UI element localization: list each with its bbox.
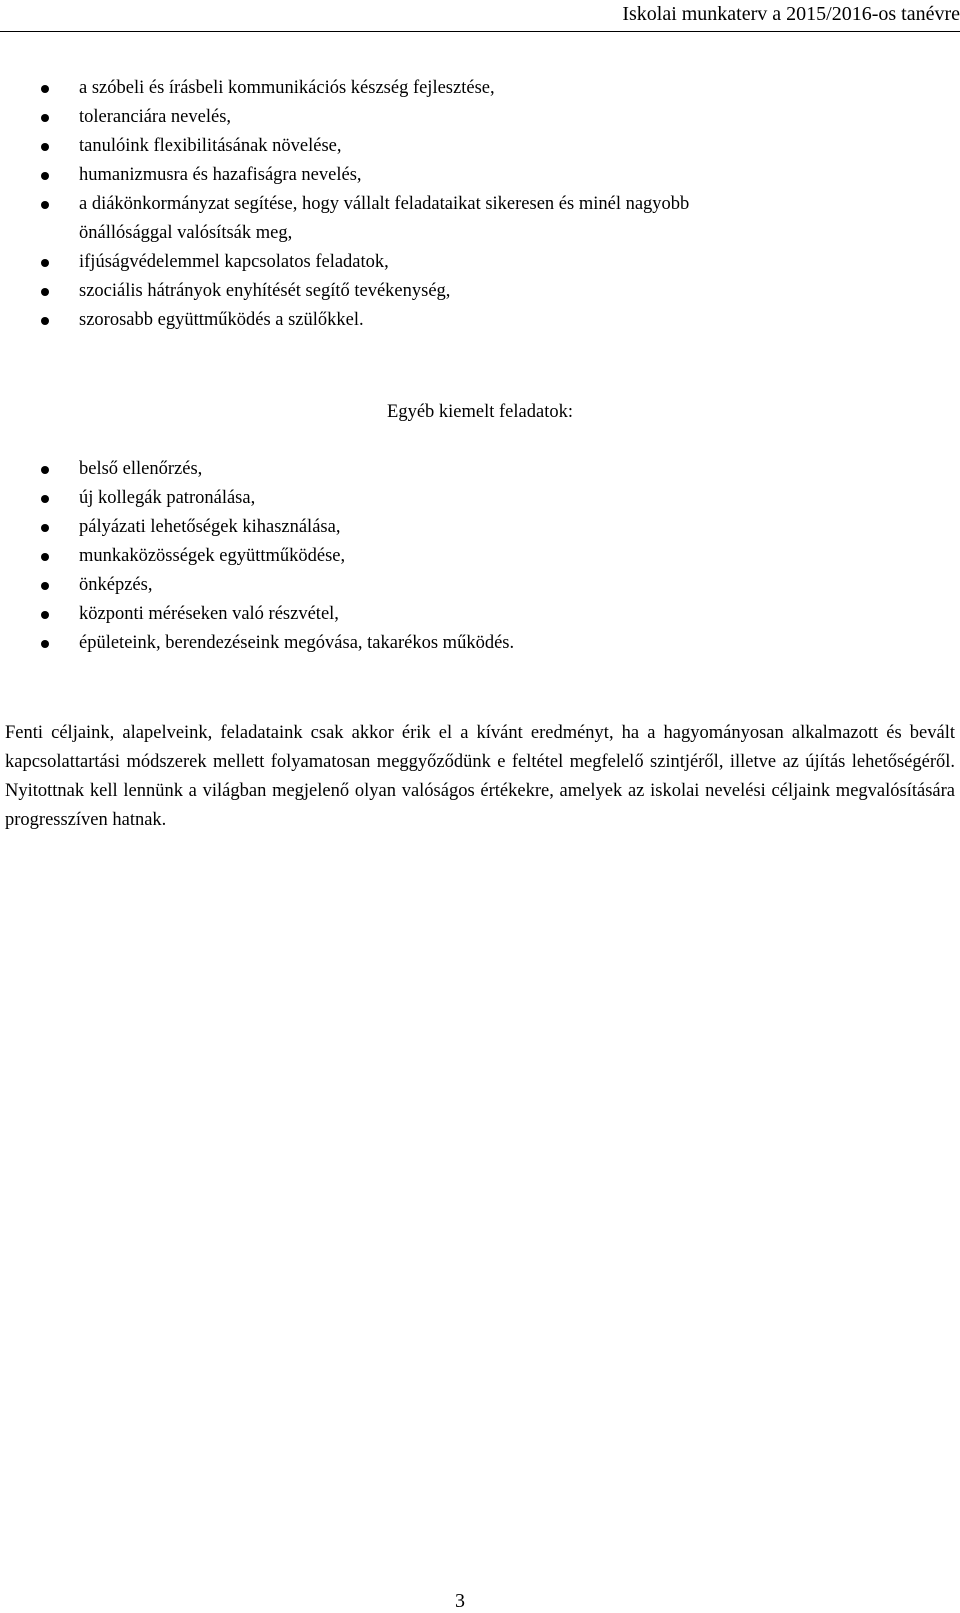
bullet-icon (41, 259, 49, 267)
list-item (0, 629, 960, 658)
list-item (0, 513, 960, 542)
list-item-text: a diákönkormányzat segítése, hogy vállalt feladataikat sikeresen és minél nagyobb (79, 194, 690, 214)
list-item-text: a szóbeli és írásbeli kommunikációs készség fejlesztése, (79, 78, 495, 98)
bullet-icon (41, 495, 49, 503)
header-title: Iskolai munkaterv a 2015/2016-os tanévre (622, 3, 960, 25)
list-item-text: épületeink, berendezéseink megóvása, takarékos működés. (79, 633, 515, 653)
section-heading: Egyéb kiemelt feladatok: (387, 402, 573, 422)
goals-list (0, 74, 960, 335)
list-item-text: önképzés, (79, 575, 153, 595)
bullet-icon (41, 114, 49, 122)
list-item (0, 484, 960, 513)
list-item-continuation (0, 219, 960, 248)
list-item-text: humanizmusra és hazafiságra nevelés, (79, 165, 362, 185)
list-item-text: pályázati lehetőségek kihasználása, (79, 517, 341, 537)
bullet-icon (41, 611, 49, 619)
list-item-text: tanulóink flexibilitásának növelése, (79, 136, 342, 156)
bullet-icon (41, 172, 49, 180)
list-item (0, 248, 960, 277)
list-item (0, 161, 960, 190)
list-item (0, 542, 960, 571)
list-item-text: ifjúságvédelemmel kapcsolatos feladatok, (79, 252, 389, 272)
list-item (0, 74, 960, 103)
list-item (0, 103, 960, 132)
page-number: 3 (455, 1590, 465, 1612)
list-item-text: szociális hátrányok enyhítését segítő tevékenység, (79, 281, 451, 301)
list-item (0, 306, 960, 335)
other-tasks-list (0, 455, 960, 658)
list-item (0, 132, 960, 161)
list-item-text: önállósággal valósítsák meg, (79, 223, 293, 243)
list-item-text: toleranciára nevelés, (79, 107, 232, 127)
bullet-icon (41, 466, 49, 474)
bullet-icon (41, 288, 49, 296)
list-item-text: új kollegák patronálása, (79, 488, 256, 508)
bullet-icon (41, 582, 49, 590)
list-item (0, 277, 960, 306)
list-item (0, 571, 960, 600)
bullet-icon (41, 553, 49, 561)
closing-paragraph: Fenti céljaink, alapelveink, feladataink csak akkor érik el a kívánt eredményt, ha a hagyományosan alkalmazott és bevált kapcsolattartási módszerek mellett folyamatosan meggyőződünk e feltétel megfelelő szintjéről, illetve az újítás lehetőségéről. Nyitottnak kell lennünk a világban megjelenő olyan valóságos értékekre, amelyek az iskolai nevelési céljaink megvalósítására progresszíven hatnak. (5, 723, 955, 830)
list-item (0, 455, 960, 484)
bullet-icon (41, 317, 49, 325)
list-item-text: munkaközösségek együttműködése, (79, 546, 346, 566)
list-item-text: belső ellenőrzés, (79, 459, 203, 479)
bullet-icon (41, 201, 49, 209)
bullet-icon (41, 640, 49, 648)
bullet-icon (41, 85, 49, 93)
list-item (0, 600, 960, 629)
page-header (0, 0, 960, 32)
list-item-text: központi méréseken való részvétel, (79, 604, 339, 624)
list-item (0, 190, 960, 219)
list-item-text: szorosabb együttműködés a szülőkkel. (79, 310, 364, 330)
bullet-icon (41, 524, 49, 532)
bullet-icon (41, 143, 49, 151)
